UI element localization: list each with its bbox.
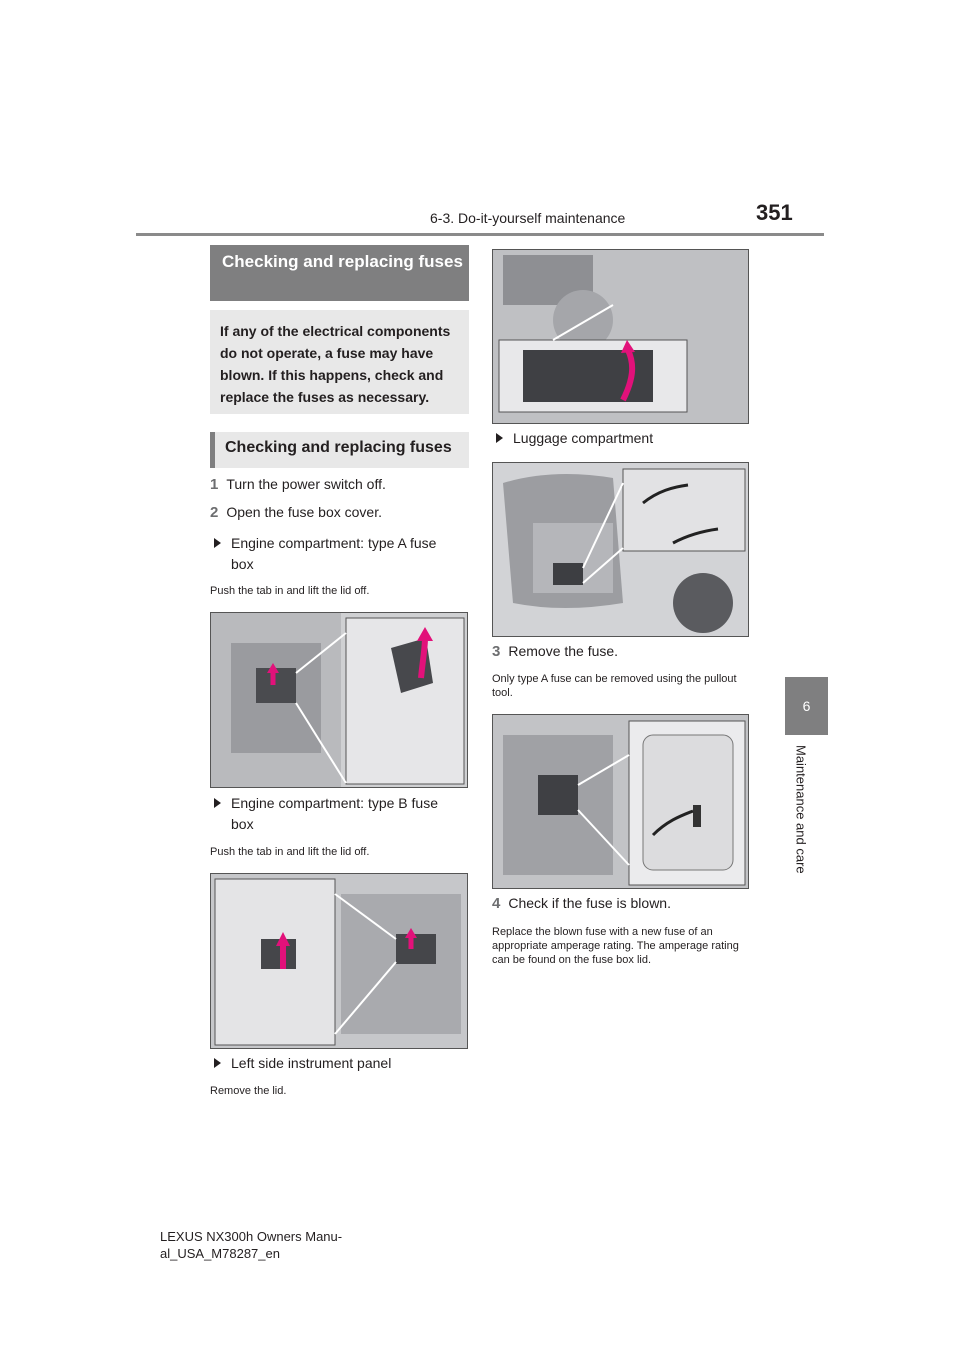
bullet-text: Engine compartment: type B fuse box bbox=[231, 795, 438, 832]
footer-text: LEXUS NX300h Owners Manu-al_USA_M78287_en bbox=[160, 1229, 343, 1261]
chapter-label: Maintenance and care bbox=[793, 745, 809, 874]
step-text: Open the fuse box cover. bbox=[226, 504, 382, 520]
section-heading-box: Checking and replacing fuses bbox=[210, 245, 469, 301]
step-4 bbox=[492, 895, 671, 912]
subheading: Checking and replacing fuses bbox=[210, 432, 469, 468]
step-number: 1 bbox=[210, 476, 219, 493]
bullet-luggage bbox=[496, 428, 653, 449]
step-text: Turn the power switch off. bbox=[226, 476, 386, 492]
intro-box: If any of the electrical components do not operate, a fuse may have blown. If this happens, check and replace the fuses as necessary. bbox=[210, 310, 469, 414]
header-rule bbox=[136, 233, 824, 236]
note-step-3: Only type A fuse can be removed using the pullout tool. bbox=[492, 673, 737, 699]
bullet-text: Engine compartment: type A fuse box bbox=[231, 535, 437, 572]
chapter-tab: 6 bbox=[785, 677, 828, 735]
step-text: Check if the fuse is blown. bbox=[508, 895, 671, 911]
triangle-bullet-icon bbox=[214, 798, 221, 808]
figure-luggage-compartment bbox=[492, 462, 749, 637]
step-number: 4 bbox=[492, 895, 501, 912]
section-title: 6-3. Do-it-yourself maintenance bbox=[430, 210, 626, 226]
figure-type-a-fuse-box bbox=[210, 612, 468, 788]
note-left-panel: Remove the lid. bbox=[210, 1085, 287, 1097]
step-2 bbox=[210, 504, 382, 521]
page-number: 351 bbox=[756, 200, 793, 225]
bullet-text: Luggage compartment bbox=[513, 430, 654, 446]
figure-type-b-fuse-box bbox=[210, 873, 468, 1049]
triangle-bullet-icon bbox=[496, 433, 503, 443]
step-1 bbox=[210, 476, 386, 493]
bullet-type-b bbox=[214, 793, 464, 835]
step-3 bbox=[492, 643, 618, 660]
note-type-a: Push the tab in and lift the lid off. bbox=[210, 585, 370, 597]
note-type-b: Push the tab in and lift the lid off. bbox=[210, 846, 370, 858]
figure-remove-fuse bbox=[492, 714, 749, 889]
figure-instrument-panel bbox=[492, 249, 749, 424]
step-number: 2 bbox=[210, 504, 219, 521]
triangle-bullet-icon bbox=[214, 538, 221, 548]
note-step-4: Replace the blown fuse with a new fuse of an appropriate amperage rating. The amperage rating can be found on the fuse box lid. bbox=[492, 926, 739, 966]
bullet-left-panel bbox=[214, 1053, 391, 1074]
triangle-bullet-icon bbox=[214, 1058, 221, 1068]
bullet-type-a bbox=[214, 533, 464, 575]
step-text: Remove the fuse. bbox=[508, 643, 619, 659]
bullet-text: Left side instrument panel bbox=[231, 1055, 392, 1071]
step-number: 3 bbox=[492, 643, 501, 660]
